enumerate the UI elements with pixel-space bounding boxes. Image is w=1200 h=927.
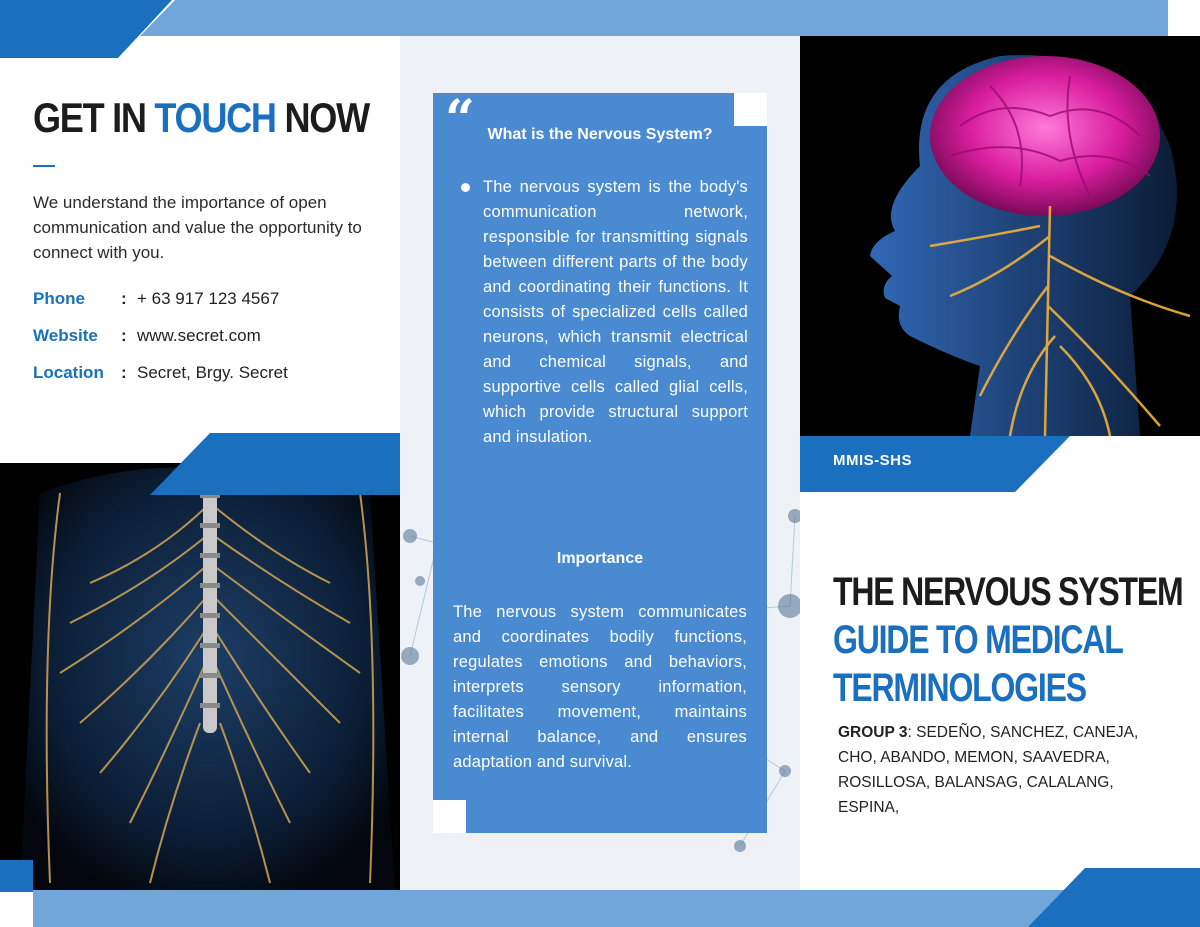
phone-value[interactable]: + 63 917 123 4567	[137, 289, 280, 308]
cover-title-line2: GUIDE TO MEDICAL	[833, 618, 1123, 662]
bottom-decorative-band	[0, 860, 1200, 927]
contact-separator: :	[121, 326, 127, 345]
group-member-list: : SEDEÑO, SANCHEZ, CANEJA, CHO, ABANDO, MEMON, SAAVEDRA, ROSILLOSA, BALANSAG, CALALANG, ESPINA,	[838, 724, 1139, 816]
headline-accent: TOUCH	[154, 94, 276, 141]
group-members	[838, 720, 1158, 820]
group-label: GROUP 3	[838, 724, 908, 741]
importance-text: The nervous system communicates and coordinates bodily functions, regulates emotions and behaviors, interprets sensory information, facilitates movement, maintains internal balance, and ensures adaptation and survival.	[453, 603, 747, 771]
school-name: MMIS-SHS	[833, 452, 912, 469]
cover-title-line3: TERMINOLOGIES	[833, 666, 1086, 710]
contact-intro: We understand the importance of open communication and value the opportunity to connect with you.	[33, 193, 362, 262]
contact-row-website	[33, 325, 261, 347]
website-link[interactable]: www.secret.com	[137, 326, 261, 345]
definition-text: The nervous system is the body's communication network, responsible for transmitting signals between different parts of the body and coordinating their functions. It consists of specialized cells called neurons, which transmit electrical and chemical signals, and supportive cells called glial cells, which provide structural support and insulation.	[483, 178, 748, 446]
left-accent-band	[150, 433, 400, 495]
spinal-nerves-image	[0, 463, 400, 891]
quote-icon: “	[445, 89, 475, 150]
contact-separator: :	[121, 289, 127, 308]
contact-headline	[33, 94, 369, 142]
card-title: What is the Nervous System?	[487, 126, 713, 143]
brain-head-image	[800, 36, 1200, 436]
headline-part1: GET IN	[33, 94, 146, 141]
importance-title: Importance	[556, 550, 644, 567]
cover-title-line1: THE NERVOUS SYSTEM	[833, 570, 1183, 614]
headline-part2: NOW	[284, 94, 369, 141]
contact-separator: :	[121, 363, 127, 382]
contact-label: Location	[33, 363, 104, 382]
card-corner-bottom-left	[433, 800, 466, 833]
location-value: Secret, Brgy. Secret	[137, 363, 288, 382]
contact-row-location	[33, 362, 288, 384]
bullet-dot-icon	[461, 183, 470, 192]
contact-row-phone	[33, 288, 279, 310]
contact-label: Website	[33, 326, 98, 345]
accent-dash	[33, 165, 55, 167]
card-corner-top-right	[734, 93, 767, 126]
contact-label: Phone	[33, 289, 85, 308]
definition-bullet	[461, 175, 748, 450]
cover-title	[833, 568, 1182, 712]
